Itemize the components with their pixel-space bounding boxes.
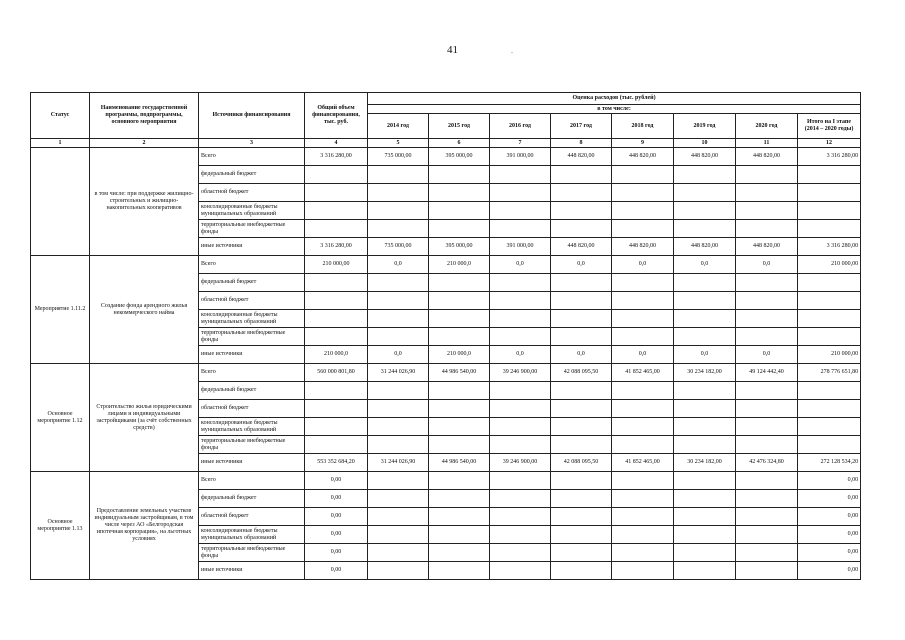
- year-value-cell: 448 820,00: [612, 238, 674, 256]
- column-number: 8: [551, 139, 612, 148]
- year-value-cell: [736, 508, 798, 526]
- year-value-cell: [429, 202, 490, 220]
- header-year: 2018 год: [612, 114, 674, 139]
- stage-total-cell: 0,00: [798, 544, 861, 562]
- total-cell: [305, 202, 368, 220]
- year-value-cell: 0,0: [490, 256, 551, 274]
- year-value-cell: [612, 526, 674, 544]
- year-value-cell: [551, 490, 612, 508]
- row-name: Строительство жилья юридическими лицами и индивидуальными застройщиками (за счёт собственных средств): [90, 364, 199, 472]
- year-value-cell: 448 820,00: [551, 238, 612, 256]
- year-value-cell: 395 000,00: [429, 148, 490, 166]
- stage-total-cell: [798, 436, 861, 454]
- column-number: 11: [736, 139, 798, 148]
- year-value-cell: 395 000,00: [429, 238, 490, 256]
- column-number: 6: [429, 139, 490, 148]
- total-cell: 0,00: [305, 562, 368, 580]
- year-value-cell: [551, 526, 612, 544]
- funding-source: консолидированные бюджеты муниципальных образований: [199, 202, 305, 220]
- year-value-cell: [490, 526, 551, 544]
- header-total: Общий объем финансирования, тыс. руб.: [305, 93, 368, 139]
- year-value-cell: [490, 328, 551, 346]
- total-cell: 553 352 684,20: [305, 454, 368, 472]
- stage-total-cell: 0,00: [798, 526, 861, 544]
- year-value-cell: [736, 562, 798, 580]
- funding-source: федеральный бюджет: [199, 490, 305, 508]
- year-value-cell: [612, 184, 674, 202]
- year-value-cell: [736, 166, 798, 184]
- year-value-cell: [674, 274, 736, 292]
- year-value-cell: [674, 382, 736, 400]
- stage-total-cell: [798, 292, 861, 310]
- year-value-cell: 42 476 324,80: [736, 454, 798, 472]
- stage-total-cell: 0,00: [798, 508, 861, 526]
- funding-source: иные источники: [199, 238, 305, 256]
- year-value-cell: [429, 400, 490, 418]
- year-value-cell: 0,0: [612, 346, 674, 364]
- year-value-cell: [736, 544, 798, 562]
- year-value-cell: 42 088 095,50: [551, 364, 612, 382]
- year-value-cell: [490, 472, 551, 490]
- year-value-cell: [736, 274, 798, 292]
- stage-total-cell: 278 776 651,80: [798, 364, 861, 382]
- year-value-cell: [368, 418, 429, 436]
- year-value-cell: [736, 310, 798, 328]
- year-value-cell: [551, 544, 612, 562]
- funding-source: территориальные внебюджетные фонды: [199, 436, 305, 454]
- year-value-cell: [674, 508, 736, 526]
- header-estimate: Оценка расходов (тыс. рублей): [368, 93, 861, 105]
- column-number: 4: [305, 139, 368, 148]
- funding-source: иные источники: [199, 562, 305, 580]
- year-value-cell: [612, 418, 674, 436]
- header-year: 2020 год: [736, 114, 798, 139]
- year-value-cell: [429, 562, 490, 580]
- year-value-cell: [551, 382, 612, 400]
- total-cell: [305, 220, 368, 238]
- column-number: 5: [368, 139, 429, 148]
- header-stage-total: Итого на I этапе (2014 – 2020 годы): [798, 114, 861, 139]
- year-value-cell: [612, 436, 674, 454]
- year-value-cell: [429, 472, 490, 490]
- year-value-cell: [368, 526, 429, 544]
- year-value-cell: 0,0: [674, 256, 736, 274]
- funding-source: областной бюджет: [199, 400, 305, 418]
- total-cell: [305, 166, 368, 184]
- year-value-cell: [551, 328, 612, 346]
- stage-total-cell: 3 316 280,00: [798, 238, 861, 256]
- year-value-cell: [368, 310, 429, 328]
- table-row: [31, 256, 861, 274]
- year-value-cell: [490, 382, 551, 400]
- funding-source: консолидированные бюджеты муниципальных образований: [199, 418, 305, 436]
- total-cell: [305, 436, 368, 454]
- year-value-cell: [736, 418, 798, 436]
- year-value-cell: [551, 472, 612, 490]
- year-value-cell: [429, 418, 490, 436]
- row-name: в том числе: при поддержке жилищно-строительных и жилищно-накопительных кооперативов: [90, 148, 199, 256]
- year-value-cell: [490, 166, 551, 184]
- header-year: 2014 год: [368, 114, 429, 139]
- stage-total-cell: [798, 202, 861, 220]
- total-cell: 0,00: [305, 490, 368, 508]
- total-cell: 3 316 280,00: [305, 238, 368, 256]
- funding-source: иные источники: [199, 454, 305, 472]
- year-value-cell: 0,0: [551, 256, 612, 274]
- total-cell: 0,00: [305, 544, 368, 562]
- year-value-cell: [551, 508, 612, 526]
- year-value-cell: 30 234 182,00: [674, 364, 736, 382]
- year-value-cell: [368, 166, 429, 184]
- stage-total-cell: 0,00: [798, 490, 861, 508]
- year-value-cell: [551, 562, 612, 580]
- year-value-cell: 0,0: [612, 256, 674, 274]
- column-number-row: [31, 139, 861, 148]
- year-value-cell: 0,0: [736, 346, 798, 364]
- year-value-cell: [429, 220, 490, 238]
- row-name: Предоставление земельных участков индивидуальным застройщикам, в том числе через АО «Белгородская ипотечная корпорация», на льготных условиях: [90, 472, 199, 580]
- year-value-cell: 31 244 026,90: [368, 454, 429, 472]
- stage-total-cell: 210 000,00: [798, 256, 861, 274]
- funding-source: территориальные внебюджетные фонды: [199, 544, 305, 562]
- year-value-cell: [674, 562, 736, 580]
- year-value-cell: 49 124 442,40: [736, 364, 798, 382]
- year-value-cell: 39 246 900,00: [490, 364, 551, 382]
- total-cell: 3 316 280,00: [305, 148, 368, 166]
- year-value-cell: [368, 472, 429, 490]
- year-value-cell: 210 000,0: [429, 346, 490, 364]
- year-value-cell: [490, 400, 551, 418]
- header-year: 2015 год: [429, 114, 490, 139]
- stage-total-cell: 0,00: [798, 562, 861, 580]
- year-value-cell: 448 820,00: [612, 148, 674, 166]
- year-value-cell: 0,0: [736, 256, 798, 274]
- row-status: Основное мероприятие 1.13: [31, 472, 90, 580]
- total-cell: 0,00: [305, 508, 368, 526]
- column-number: 1: [31, 139, 90, 148]
- year-value-cell: 42 088 095,50: [551, 454, 612, 472]
- row-status: [31, 148, 90, 256]
- year-value-cell: [674, 166, 736, 184]
- funding-source: Всего: [199, 472, 305, 490]
- year-value-cell: [490, 184, 551, 202]
- row-status: Основное мероприятие 1.12: [31, 364, 90, 472]
- year-value-cell: [368, 490, 429, 508]
- year-value-cell: [612, 166, 674, 184]
- total-cell: 0,00: [305, 472, 368, 490]
- year-value-cell: [429, 436, 490, 454]
- year-value-cell: [429, 292, 490, 310]
- funding-source: областной бюджет: [199, 508, 305, 526]
- year-value-cell: [551, 436, 612, 454]
- year-value-cell: [736, 184, 798, 202]
- year-value-cell: [551, 400, 612, 418]
- year-value-cell: [429, 328, 490, 346]
- year-value-cell: [612, 310, 674, 328]
- header-year: 2019 год: [674, 114, 736, 139]
- year-value-cell: [612, 472, 674, 490]
- stage-total-cell: 0,00: [798, 472, 861, 490]
- year-value-cell: 448 820,00: [674, 148, 736, 166]
- year-value-cell: [612, 292, 674, 310]
- year-value-cell: [368, 202, 429, 220]
- stage-total-cell: [798, 274, 861, 292]
- year-value-cell: [368, 436, 429, 454]
- year-value-cell: [674, 202, 736, 220]
- funding-source: федеральный бюджет: [199, 382, 305, 400]
- year-value-cell: [490, 508, 551, 526]
- total-cell: [305, 418, 368, 436]
- total-cell: [305, 400, 368, 418]
- year-value-cell: [551, 202, 612, 220]
- page-number: 41: [447, 44, 458, 56]
- header-name: Наименование государственной программы, подпрограммы, основного мероприятия: [90, 93, 199, 139]
- funding-source: областной бюджет: [199, 292, 305, 310]
- stage-total-cell: 272 128 534,20: [798, 454, 861, 472]
- total-cell: [305, 310, 368, 328]
- column-number: 7: [490, 139, 551, 148]
- year-value-cell: [429, 184, 490, 202]
- header-year: 2016 год: [490, 114, 551, 139]
- year-value-cell: [490, 418, 551, 436]
- column-number: 12: [798, 139, 861, 148]
- column-number: 9: [612, 139, 674, 148]
- funding-source: Всего: [199, 148, 305, 166]
- year-value-cell: 44 986 540,00: [429, 454, 490, 472]
- year-value-cell: [368, 328, 429, 346]
- year-value-cell: 735 000,00: [368, 148, 429, 166]
- year-value-cell: [551, 184, 612, 202]
- stage-total-cell: [798, 184, 861, 202]
- stage-total-cell: [798, 310, 861, 328]
- year-value-cell: [612, 328, 674, 346]
- table-row: [31, 472, 861, 490]
- year-value-cell: [490, 490, 551, 508]
- year-value-cell: [674, 220, 736, 238]
- year-value-cell: [490, 562, 551, 580]
- year-value-cell: [368, 400, 429, 418]
- year-value-cell: [429, 544, 490, 562]
- year-value-cell: [736, 490, 798, 508]
- year-value-cell: [612, 220, 674, 238]
- year-value-cell: 0,0: [551, 346, 612, 364]
- year-value-cell: [612, 400, 674, 418]
- funding-source: Всего: [199, 256, 305, 274]
- year-value-cell: [551, 310, 612, 328]
- year-value-cell: [551, 274, 612, 292]
- total-cell: [305, 274, 368, 292]
- year-value-cell: [674, 490, 736, 508]
- year-value-cell: 44 986 540,00: [429, 364, 490, 382]
- funding-source: Всего: [199, 364, 305, 382]
- year-value-cell: [736, 220, 798, 238]
- year-value-cell: [674, 544, 736, 562]
- row-status: Мероприятие 1.11.2: [31, 256, 90, 364]
- year-value-cell: [429, 382, 490, 400]
- year-value-cell: [551, 166, 612, 184]
- total-cell: 560 000 801,80: [305, 364, 368, 382]
- year-value-cell: [736, 328, 798, 346]
- funding-source: консолидированные бюджеты муниципальных образований: [199, 310, 305, 328]
- year-value-cell: [429, 490, 490, 508]
- header-including: в том числе:: [368, 105, 861, 114]
- scan-mark: .: [511, 46, 513, 55]
- year-value-cell: 41 852 465,00: [612, 364, 674, 382]
- year-value-cell: [368, 184, 429, 202]
- year-value-cell: [612, 382, 674, 400]
- year-value-cell: [674, 436, 736, 454]
- total-cell: [305, 382, 368, 400]
- funding-source: территориальные внебюджетные фонды: [199, 220, 305, 238]
- header-status: Статус: [31, 93, 90, 139]
- year-value-cell: [429, 310, 490, 328]
- table-row: [31, 148, 861, 166]
- year-value-cell: [612, 274, 674, 292]
- table-row: [31, 364, 861, 382]
- year-value-cell: [736, 292, 798, 310]
- year-value-cell: 0,0: [368, 346, 429, 364]
- year-value-cell: [551, 220, 612, 238]
- year-value-cell: [674, 292, 736, 310]
- stage-total-cell: [798, 328, 861, 346]
- year-value-cell: [368, 220, 429, 238]
- year-value-cell: 448 820,00: [674, 238, 736, 256]
- funding-source: областной бюджет: [199, 184, 305, 202]
- funding-source: федеральный бюджет: [199, 166, 305, 184]
- year-value-cell: [674, 184, 736, 202]
- year-value-cell: [429, 166, 490, 184]
- funding-source: консолидированные бюджеты муниципальных образований: [199, 526, 305, 544]
- year-value-cell: [736, 472, 798, 490]
- stage-total-cell: 210 000,00: [798, 346, 861, 364]
- year-value-cell: [368, 544, 429, 562]
- column-number: 10: [674, 139, 736, 148]
- funding-source: территориальные внебюджетные фонды: [199, 328, 305, 346]
- total-cell: [305, 328, 368, 346]
- total-cell: 210 000,00: [305, 256, 368, 274]
- column-number: 3: [199, 139, 305, 148]
- year-value-cell: [612, 508, 674, 526]
- year-value-cell: [674, 310, 736, 328]
- year-value-cell: [612, 544, 674, 562]
- year-value-cell: 391 000,00: [490, 148, 551, 166]
- year-value-cell: [736, 382, 798, 400]
- year-value-cell: [612, 562, 674, 580]
- total-cell: [305, 184, 368, 202]
- year-value-cell: [368, 562, 429, 580]
- year-value-cell: [551, 292, 612, 310]
- year-value-cell: [429, 508, 490, 526]
- year-value-cell: [490, 310, 551, 328]
- year-value-cell: [490, 292, 551, 310]
- year-value-cell: 448 820,00: [551, 148, 612, 166]
- total-cell: 210 000,0: [305, 346, 368, 364]
- year-value-cell: 0,0: [368, 256, 429, 274]
- year-value-cell: 39 246 900,00: [490, 454, 551, 472]
- year-value-cell: 41 852 465,00: [612, 454, 674, 472]
- stage-total-cell: 3 316 280,00: [798, 148, 861, 166]
- year-value-cell: [368, 274, 429, 292]
- row-name: Создание фонда арендного жилья некоммерческого найма: [90, 256, 199, 364]
- year-value-cell: [612, 202, 674, 220]
- stage-total-cell: [798, 166, 861, 184]
- year-value-cell: [674, 400, 736, 418]
- stage-total-cell: [798, 418, 861, 436]
- stage-total-cell: [798, 382, 861, 400]
- year-value-cell: [368, 382, 429, 400]
- year-value-cell: [612, 490, 674, 508]
- expenditure-table: [30, 92, 861, 580]
- year-value-cell: [736, 400, 798, 418]
- stage-total-cell: [798, 220, 861, 238]
- year-value-cell: 735 000,00: [368, 238, 429, 256]
- year-value-cell: [736, 202, 798, 220]
- total-cell: [305, 292, 368, 310]
- header-year: 2017 год: [551, 114, 612, 139]
- year-value-cell: [490, 202, 551, 220]
- funding-source: федеральный бюджет: [199, 274, 305, 292]
- year-value-cell: [551, 418, 612, 436]
- year-value-cell: [490, 220, 551, 238]
- year-value-cell: [736, 436, 798, 454]
- year-value-cell: [674, 526, 736, 544]
- stage-total-cell: [798, 400, 861, 418]
- year-value-cell: [368, 508, 429, 526]
- year-value-cell: 0,0: [490, 346, 551, 364]
- year-value-cell: 391 000,00: [490, 238, 551, 256]
- year-value-cell: 448 820,00: [736, 238, 798, 256]
- year-value-cell: 448 820,00: [736, 148, 798, 166]
- year-value-cell: [490, 436, 551, 454]
- year-value-cell: 30 234 182,00: [674, 454, 736, 472]
- year-value-cell: 0,0: [674, 346, 736, 364]
- year-value-cell: [490, 274, 551, 292]
- year-value-cell: [429, 526, 490, 544]
- year-value-cell: [674, 418, 736, 436]
- total-cell: 0,00: [305, 526, 368, 544]
- year-value-cell: [736, 526, 798, 544]
- year-value-cell: 210 000,0: [429, 256, 490, 274]
- column-number: 2: [90, 139, 199, 148]
- year-value-cell: 31 244 026,90: [368, 364, 429, 382]
- header-source: Источники финансирования: [199, 93, 305, 139]
- year-value-cell: [368, 292, 429, 310]
- year-value-cell: [674, 328, 736, 346]
- year-value-cell: [429, 274, 490, 292]
- funding-source: иные источники: [199, 346, 305, 364]
- year-value-cell: [674, 472, 736, 490]
- year-value-cell: [490, 544, 551, 562]
